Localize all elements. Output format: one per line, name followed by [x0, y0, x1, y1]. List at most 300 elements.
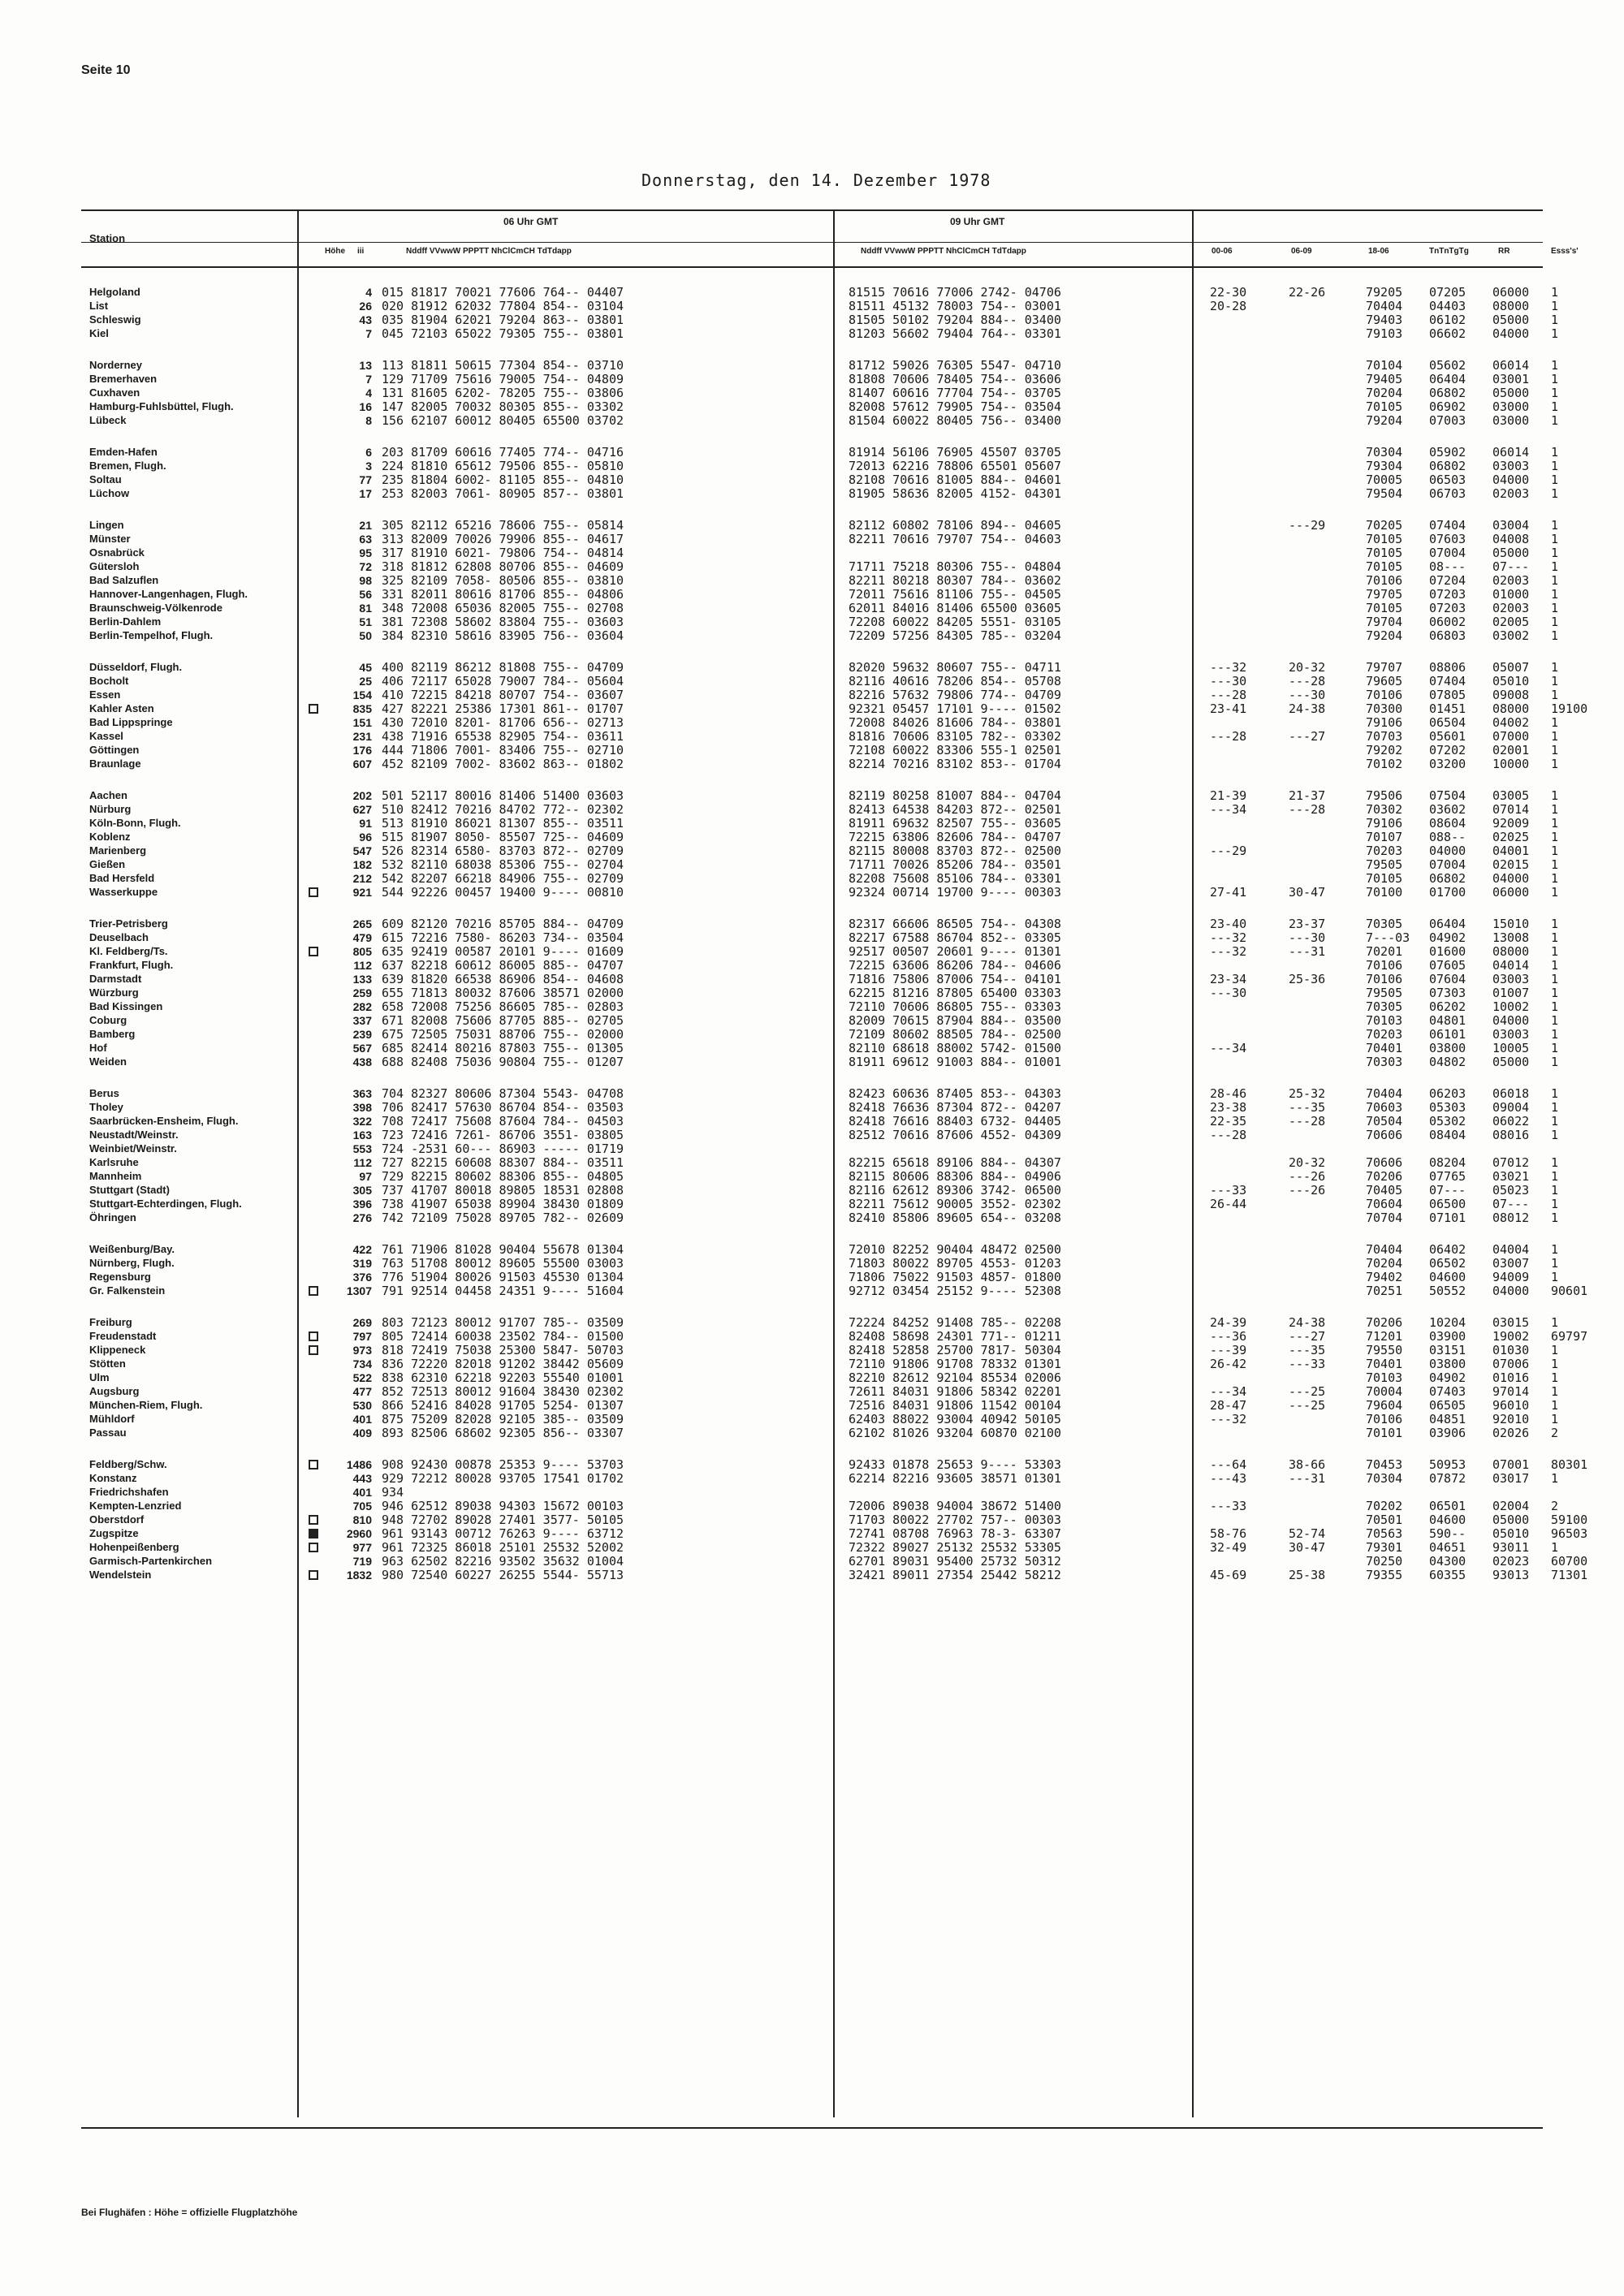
- range-06-09: 25-32: [1289, 1086, 1326, 1101]
- station-group: [81, 917, 1559, 1069]
- value-esss: 1: [1551, 628, 1559, 643]
- header-columns: [81, 242, 1579, 262]
- table-row: [81, 885, 1559, 900]
- header-iii: iii: [357, 247, 365, 256]
- table-row: [81, 601, 1559, 615]
- value-tn-tg: 04801: [1429, 1013, 1466, 1028]
- table-row: [81, 1412, 1559, 1426]
- value-18-06: 70606: [1366, 1128, 1403, 1142]
- table-row: [81, 1554, 1588, 1569]
- station-height: 176: [352, 744, 372, 757]
- header-cols-09: Nddff VVwwW PPPTT NhClCmCH TdTdapp: [861, 247, 1026, 256]
- station-group: [81, 788, 1559, 900]
- obs-09-gmt: 81505 50102 79204 884-- 03400: [849, 313, 1061, 327]
- value-tn-tg: 06504: [1429, 715, 1466, 730]
- range-00-06: 26-42: [1210, 1357, 1247, 1371]
- station-height: 363: [352, 1087, 372, 1100]
- station-height: 376: [352, 1271, 372, 1284]
- station-name: Soltau: [89, 473, 122, 486]
- range-06-09: ---33: [1289, 1357, 1326, 1371]
- range-00-06: 23-38: [1210, 1100, 1247, 1115]
- value-18-06: 70603: [1366, 1100, 1403, 1115]
- value-esss: 1: [1551, 313, 1559, 327]
- station-group: [81, 1086, 1559, 1225]
- value-rr: 10005: [1492, 1041, 1530, 1055]
- value-tn-tg: 04902: [1429, 930, 1466, 945]
- obs-06-gmt: 963 62502 82216 93502 35632 01004: [382, 1554, 624, 1569]
- obs-09-gmt: 82215 65618 89106 884-- 04307: [849, 1155, 1061, 1170]
- station-name: Konstanz: [89, 1472, 137, 1484]
- station-name: Karlsruhe: [89, 1156, 139, 1168]
- value-tn-tg: 05303: [1429, 1100, 1466, 1115]
- obs-06-gmt: 253 82003 7061- 80905 857-- 03801: [382, 486, 624, 501]
- value-tn-tg: 03602: [1429, 802, 1466, 817]
- obs-06-gmt: 866 52416 84028 91705 5254- 01307: [382, 1398, 624, 1413]
- station-height: 265: [352, 917, 372, 930]
- value-esss: 69797: [1551, 1329, 1588, 1344]
- value-rr: 08000: [1492, 299, 1530, 313]
- value-esss: 1: [1551, 285, 1559, 300]
- obs-06-gmt: 381 72308 58602 83804 755-- 03603: [382, 615, 624, 629]
- obs-09-gmt: 82116 40616 78206 854-- 05708: [849, 674, 1061, 688]
- value-tn-tg: 07404: [1429, 518, 1466, 533]
- obs-09-gmt: 82512 70616 87606 4552- 04309: [849, 1128, 1061, 1142]
- station-height: 269: [352, 1316, 372, 1329]
- station-name: Coburg: [89, 1014, 127, 1026]
- table-row: [81, 701, 1588, 716]
- value-tn-tg: 06803: [1429, 628, 1466, 643]
- obs-06-gmt: 156 62107 60012 80405 65500 03702: [382, 413, 624, 428]
- station-name: Weißenburg/Bay.: [89, 1243, 175, 1255]
- obs-09-gmt: 82408 58698 24301 771-- 01211: [849, 1329, 1061, 1344]
- table-row: [81, 660, 1559, 675]
- value-tn-tg: 07403: [1429, 1384, 1466, 1399]
- table-row: [81, 1114, 1559, 1129]
- station-height: 409: [352, 1426, 372, 1439]
- value-esss: 1: [1551, 1169, 1559, 1184]
- obs-06-gmt: 723 72416 7261- 86706 3551- 03805: [382, 1128, 624, 1142]
- value-tn-tg: 07765: [1429, 1169, 1466, 1184]
- value-tn-tg: 03900: [1429, 1329, 1466, 1344]
- station-group: [81, 660, 1588, 771]
- value-rr: 04004: [1492, 1242, 1530, 1257]
- value-rr: 04014: [1492, 958, 1530, 973]
- range-06-09: 38-66: [1289, 1457, 1326, 1472]
- value-tn-tg: 04000: [1429, 844, 1466, 858]
- range-06-09: ---25: [1289, 1384, 1326, 1399]
- station-height: 72: [359, 560, 372, 573]
- obs-06-gmt: 929 72212 80028 93705 17541 01702: [382, 1471, 624, 1486]
- obs-06-gmt: 235 81804 6002- 81105 855-- 04810: [382, 473, 624, 487]
- range-00-06: 32-49: [1210, 1540, 1247, 1555]
- value-18-06: 79204: [1366, 628, 1403, 643]
- obs-06-gmt: 791 92514 04458 24351 9---- 51604: [382, 1284, 624, 1298]
- station-group: [81, 1315, 1588, 1440]
- table-row: [81, 615, 1559, 629]
- value-esss: 71301: [1551, 1568, 1588, 1582]
- station-name: Bocholt: [89, 675, 129, 687]
- value-rr: 04000: [1492, 1284, 1530, 1298]
- table-row: [81, 1041, 1559, 1055]
- value-rr: 05000: [1492, 313, 1530, 327]
- obs-09-gmt: 72224 84252 91408 785-- 02208: [849, 1315, 1061, 1330]
- value-18-06: 70305: [1366, 999, 1403, 1014]
- table-row: [81, 986, 1559, 1000]
- obs-06-gmt: 706 82417 57630 86704 854-- 03503: [382, 1100, 624, 1115]
- value-rr: 04000: [1492, 1013, 1530, 1028]
- obs-06-gmt: 430 72010 8201- 81706 656-- 02713: [382, 715, 624, 730]
- value-tn-tg: 07---: [1429, 1183, 1466, 1198]
- station-height: 443: [352, 1472, 372, 1485]
- report-date: Donnerstag, den 14. Dezember 1978: [641, 170, 991, 190]
- range-06-09: ---30: [1289, 930, 1326, 945]
- station-name: Ulm: [89, 1371, 110, 1383]
- value-rr: 13008: [1492, 930, 1530, 945]
- obs-06-gmt: 637 82218 60612 86005 885-- 04707: [382, 958, 624, 973]
- obs-09-gmt: 72110 70606 86805 755-- 03303: [849, 999, 1061, 1014]
- header-r3: 18-06: [1368, 247, 1389, 256]
- station-name: Emden-Hafen: [89, 446, 158, 458]
- square-icon: [309, 1515, 318, 1525]
- value-tn-tg: 04600: [1429, 1270, 1466, 1284]
- value-esss: 1: [1551, 1100, 1559, 1115]
- table-row: [81, 1426, 1559, 1440]
- table-row: [81, 299, 1559, 313]
- value-18-06: 70102: [1366, 757, 1403, 771]
- value-18-06: 79106: [1366, 816, 1403, 831]
- value-esss: 1: [1551, 688, 1559, 702]
- value-tn-tg: 07205: [1429, 285, 1466, 300]
- value-18-06: 70453: [1366, 1457, 1403, 1472]
- obs-09-gmt: 81712 59026 76305 5547- 04710: [849, 358, 1061, 373]
- value-tn-tg: 06404: [1429, 917, 1466, 931]
- station-height: 977: [352, 1541, 372, 1554]
- station-groups: [81, 285, 1588, 1582]
- value-18-06: 70504: [1366, 1114, 1403, 1129]
- value-18-06: 79403: [1366, 313, 1403, 327]
- value-rr: 96010: [1492, 1398, 1530, 1413]
- range-06-09: ---26: [1289, 1183, 1326, 1198]
- station-name: Weinbiet/Weinstr.: [89, 1142, 177, 1154]
- range-06-09: 24-38: [1289, 701, 1326, 716]
- value-esss: 1: [1551, 1540, 1559, 1555]
- value-rr: 05000: [1492, 546, 1530, 560]
- value-tn-tg: 07605: [1429, 958, 1466, 973]
- value-18-06: 70204: [1366, 386, 1403, 400]
- square-icon: [309, 704, 318, 714]
- station-height: 81: [359, 602, 372, 615]
- value-tn-tg: 06502: [1429, 1256, 1466, 1271]
- station-group: [81, 358, 1559, 428]
- value-18-06: 70604: [1366, 1197, 1403, 1211]
- range-00-06: 28-46: [1210, 1086, 1247, 1101]
- value-rr: 01000: [1492, 587, 1530, 602]
- table-row: [81, 1384, 1559, 1399]
- station-height: 705: [352, 1500, 372, 1513]
- station-height: 422: [352, 1243, 372, 1256]
- value-esss: 1: [1551, 757, 1559, 771]
- value-esss: 1: [1551, 1315, 1559, 1330]
- value-rr: 94009: [1492, 1270, 1530, 1284]
- station-height: 239: [352, 1028, 372, 1041]
- obs-09-gmt: 82119 80258 81007 884-- 04704: [849, 788, 1061, 803]
- obs-06-gmt: 515 81907 8050- 85507 725-- 04609: [382, 830, 624, 844]
- station-name: Bad Hersfeld: [89, 872, 155, 884]
- value-rr: 08012: [1492, 1211, 1530, 1225]
- obs-09-gmt: 71711 70026 85206 784-- 03501: [849, 857, 1061, 872]
- value-18-06: 70300: [1366, 701, 1403, 716]
- value-tn-tg: 07101: [1429, 1211, 1466, 1225]
- table-row: [81, 1343, 1559, 1357]
- value-esss: 1: [1551, 532, 1559, 546]
- value-rr: 03007: [1492, 1256, 1530, 1271]
- range-00-06: 23-41: [1210, 701, 1247, 716]
- footnote: Bei Flughäfen : Höhe = offizielle Flugplatzhöhe: [81, 2207, 298, 2218]
- value-tn-tg: 05602: [1429, 358, 1466, 373]
- obs-06-gmt: 615 72216 7580- 86203 734-- 03504: [382, 930, 624, 945]
- value-rr: 92010: [1492, 1412, 1530, 1426]
- obs-06-gmt: 737 41707 80018 89805 18531 02808: [382, 1183, 624, 1198]
- value-rr: 01016: [1492, 1370, 1530, 1385]
- header-r2: 06-09: [1291, 247, 1312, 256]
- value-18-06: 79550: [1366, 1343, 1403, 1357]
- station-height: 1307: [346, 1284, 372, 1297]
- station-name: Braunlage: [89, 757, 141, 770]
- value-18-06: 79103: [1366, 326, 1403, 341]
- table-row: [81, 1270, 1559, 1284]
- obs-06-gmt: 325 82109 7058- 80506 855-- 03810: [382, 573, 624, 588]
- station-name: Klippeneck: [89, 1344, 146, 1356]
- obs-09-gmt: 82211 70616 79707 754-- 04603: [849, 532, 1061, 546]
- obs-06-gmt: 946 62512 89038 94303 15672 00103: [382, 1499, 624, 1513]
- obs-06-gmt: 708 72417 75608 87604 784-- 04503: [382, 1114, 624, 1129]
- station-height: 438: [352, 1055, 372, 1068]
- value-rr: 93011: [1492, 1540, 1530, 1555]
- station-height: 3: [365, 460, 372, 473]
- station-height: 182: [352, 858, 372, 871]
- obs-09-gmt: 81407 60616 77704 754-- 03705: [849, 386, 1061, 400]
- value-18-06: 70606: [1366, 1155, 1403, 1170]
- value-tn-tg: 04902: [1429, 1370, 1466, 1385]
- station-height: 202: [352, 789, 372, 802]
- header-station: Station: [89, 232, 126, 244]
- value-tn-tg: 07004: [1429, 546, 1466, 560]
- table-row: [81, 573, 1559, 588]
- value-esss: 1: [1551, 885, 1559, 900]
- obs-06-gmt: 501 52117 80016 81406 51400 03603: [382, 788, 624, 803]
- obs-09-gmt: 82009 70615 87904 884-- 03500: [849, 1013, 1061, 1028]
- value-tn-tg: 08---: [1429, 559, 1466, 574]
- value-rr: 06000: [1492, 885, 1530, 900]
- obs-06-gmt: 688 82408 75036 90804 755-- 01207: [382, 1055, 624, 1069]
- obs-06-gmt: 400 82119 86212 81808 755-- 04709: [382, 660, 624, 675]
- station-name: Deuselbach: [89, 931, 149, 943]
- table-row: [81, 757, 1559, 771]
- obs-09-gmt: 92712 03454 25152 9---- 52308: [849, 1284, 1061, 1298]
- obs-09-gmt: 72108 60022 83306 555-1 02501: [849, 743, 1061, 757]
- station-name: Regensburg: [89, 1271, 151, 1283]
- table-row: [81, 285, 1559, 300]
- value-rr: 03000: [1492, 413, 1530, 428]
- value-rr: 07---: [1492, 559, 1530, 574]
- value-18-06: 70105: [1366, 546, 1403, 560]
- station-name: Bad Salzuflen: [89, 574, 159, 586]
- value-18-06: 70703: [1366, 729, 1403, 744]
- station-name: Neustadt/Weinstr.: [89, 1129, 179, 1141]
- table-row: [81, 1284, 1588, 1298]
- station-height: 163: [352, 1129, 372, 1142]
- value-rr: 07000: [1492, 729, 1530, 744]
- station-height: 401: [352, 1486, 372, 1499]
- station-name: Hannover-Langenhagen, Flugh.: [89, 588, 248, 600]
- station-name: Cuxhaven: [89, 386, 140, 399]
- table-row: [81, 559, 1559, 574]
- value-18-06: 70106: [1366, 972, 1403, 986]
- value-18-06: 70404: [1366, 1242, 1403, 1257]
- value-rr: 04000: [1492, 326, 1530, 341]
- value-18-06: 70203: [1366, 1027, 1403, 1042]
- value-tn-tg: 06703: [1429, 486, 1466, 501]
- value-18-06: 70206: [1366, 1169, 1403, 1184]
- value-tn-tg: 06203: [1429, 1086, 1466, 1101]
- range-00-06: ---32: [1210, 1412, 1247, 1426]
- value-rr: 09008: [1492, 688, 1530, 702]
- station-height: 921: [352, 886, 372, 899]
- obs-06-gmt: 761 71906 81028 90404 55678 01304: [382, 1242, 624, 1257]
- station-height: 547: [352, 844, 372, 857]
- obs-09-gmt: 82217 67588 86704 852-- 03305: [849, 930, 1061, 945]
- value-18-06: 79705: [1366, 587, 1403, 602]
- obs-06-gmt: 305 82112 65216 78606 755-- 05814: [382, 518, 624, 533]
- station-name: Kiel: [89, 327, 109, 339]
- value-esss: 1: [1551, 1086, 1559, 1101]
- station-height: 810: [352, 1513, 372, 1526]
- obs-06-gmt: 724 -2531 60--- 86903 ----- 01719: [382, 1142, 624, 1156]
- obs-06-gmt: 704 82327 80606 87304 5543- 04708: [382, 1086, 624, 1101]
- header-r5: RR: [1498, 247, 1510, 256]
- value-esss: 1: [1551, 999, 1559, 1014]
- value-esss: 1: [1551, 930, 1559, 945]
- table-row: [81, 999, 1559, 1014]
- table-row: [81, 372, 1559, 386]
- value-tn-tg: 088--: [1429, 830, 1466, 844]
- station-name: Öhringen: [89, 1211, 136, 1224]
- value-rr: 03001: [1492, 372, 1530, 386]
- filled-square-icon: [309, 1529, 318, 1539]
- square-icon: [309, 887, 318, 897]
- value-esss: 1: [1551, 413, 1559, 428]
- table-row: [81, 486, 1559, 501]
- obs-09-gmt: 82423 60636 87405 853-- 04303: [849, 1086, 1061, 1101]
- value-esss: 1: [1551, 871, 1559, 886]
- value-esss: 1: [1551, 372, 1559, 386]
- range-00-06: ---28: [1210, 688, 1247, 702]
- value-rr: 02005: [1492, 615, 1530, 629]
- value-esss: 1: [1551, 944, 1559, 959]
- station-name: Mannheim: [89, 1170, 142, 1182]
- table-row: [81, 1242, 1559, 1257]
- obs-06-gmt: 635 92419 00587 20101 9---- 01609: [382, 944, 624, 959]
- table-row: [81, 958, 1559, 973]
- table-row: [81, 1499, 1559, 1513]
- value-esss: 1: [1551, 1128, 1559, 1142]
- station-name: Lingen: [89, 519, 124, 531]
- value-tn-tg: 06802: [1429, 386, 1466, 400]
- station-group: [81, 285, 1559, 341]
- obs-09-gmt: 71816 75806 87006 754-- 04101: [849, 972, 1061, 986]
- range-00-06: ---34: [1210, 1384, 1247, 1399]
- value-tn-tg: 08404: [1429, 1128, 1466, 1142]
- table-row: [81, 816, 1559, 831]
- value-18-06: 70105: [1366, 601, 1403, 615]
- value-esss: 1: [1551, 1343, 1559, 1357]
- value-18-06: 79704: [1366, 615, 1403, 629]
- value-tn-tg: 07203: [1429, 587, 1466, 602]
- station-height: 63: [359, 533, 372, 546]
- value-18-06: 70202: [1366, 1499, 1403, 1513]
- value-18-06: 79355: [1366, 1568, 1403, 1582]
- value-esss: 1: [1551, 729, 1559, 744]
- value-esss: 1: [1551, 1197, 1559, 1211]
- value-tn-tg: 06802: [1429, 459, 1466, 473]
- value-tn-tg: 01600: [1429, 944, 1466, 959]
- table-row: [81, 313, 1559, 327]
- value-rr: 06018: [1492, 1086, 1530, 1101]
- value-tn-tg: 07504: [1429, 788, 1466, 803]
- header-r4: TnTnTgTg: [1429, 247, 1469, 256]
- table-row: [81, 1183, 1559, 1198]
- obs-09-gmt: 72011 75616 81106 755-- 04505: [849, 587, 1061, 602]
- station-name: Hamburg-Fuhlsbüttel, Flugh.: [89, 400, 234, 412]
- station-height: 98: [359, 574, 372, 587]
- table-row: [81, 930, 1559, 945]
- table-row: [81, 674, 1559, 688]
- value-18-06: 70103: [1366, 1013, 1403, 1028]
- range-00-06: ---30: [1210, 986, 1247, 1000]
- range-00-06: ---43: [1210, 1471, 1247, 1486]
- value-rr: 06014: [1492, 358, 1530, 373]
- value-rr: 09004: [1492, 1100, 1530, 1115]
- value-18-06: 70404: [1366, 299, 1403, 313]
- table-row: [81, 399, 1559, 414]
- obs-06-gmt: 908 92430 00878 25353 9---- 53703: [382, 1457, 624, 1472]
- value-rr: 07006: [1492, 1357, 1530, 1371]
- obs-06-gmt: 961 72325 86018 25101 25532 52002: [382, 1540, 624, 1555]
- station-height: 719: [352, 1555, 372, 1568]
- value-tn-tg: 03200: [1429, 757, 1466, 771]
- station-group: [81, 518, 1559, 643]
- station-name: Freiburg: [89, 1316, 132, 1328]
- value-18-06: 7---03: [1366, 930, 1410, 945]
- station-height: 607: [352, 757, 372, 770]
- range-06-09: ---27: [1289, 729, 1326, 744]
- obs-06-gmt: 526 82314 6580- 83703 872-- 02709: [382, 844, 624, 858]
- value-esss: 1: [1551, 743, 1559, 757]
- value-tn-tg: 04651: [1429, 1540, 1466, 1555]
- obs-09-gmt: 82020 59632 80607 755-- 04711: [849, 660, 1061, 675]
- value-rr: 08016: [1492, 1128, 1530, 1142]
- table-row: [81, 1013, 1559, 1028]
- value-esss: 1: [1551, 587, 1559, 602]
- table-row: [81, 1100, 1559, 1115]
- square-icon: [309, 1345, 318, 1355]
- value-esss: 1: [1551, 844, 1559, 858]
- value-esss: 1: [1551, 1242, 1559, 1257]
- value-esss: 1: [1551, 601, 1559, 615]
- obs-06-gmt: 836 72220 82018 91202 38442 05609: [382, 1357, 624, 1371]
- station-name: Bremen, Flugh.: [89, 460, 166, 472]
- obs-09-gmt: 92517 00507 20601 9---- 01301: [849, 944, 1061, 959]
